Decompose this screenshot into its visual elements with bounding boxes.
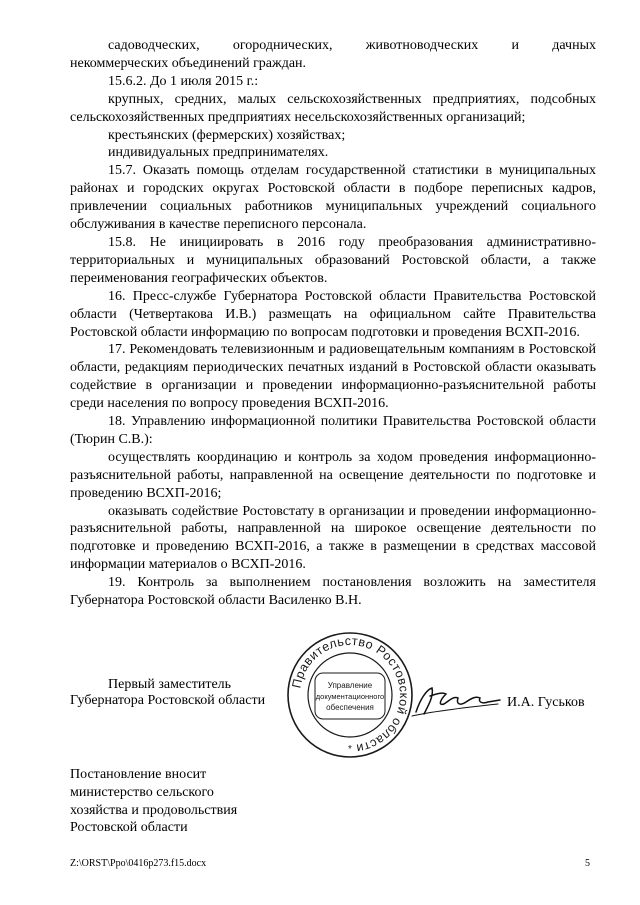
signatory-name: И.А. Гуськов xyxy=(507,695,585,710)
paragraph: индивидуальных предпринимателях. xyxy=(108,145,329,161)
paragraph: крестьянских (фермерских) хозяйствах; xyxy=(108,127,346,143)
official-seal xyxy=(285,630,415,760)
issuer-line: министерство сельского xyxy=(70,784,214,800)
issuer-line: хозяйства и продовольствия xyxy=(70,802,238,818)
signatory-title xyxy=(70,677,265,709)
paragraph: 17. Рекомендовать телевизионным и радиовещательным компаниям в Ростовской области, редакциям периодических печатных изданий в Ростовской области оказывать содействие в организации и проведении информационно-разъяснительной работы среди населения по вопросу проведения ВСХП-2016. xyxy=(70,342,596,412)
body-text xyxy=(70,37,596,610)
paragraph: 15.6.2. До 1 июля 2015 г.: xyxy=(108,73,259,89)
issuer-line: Постановление вносит xyxy=(70,767,207,782)
paragraph: 19. Контроль за выполнением постановления возложить на заместителя Губернатора Ростовской области Василенко В.Н. xyxy=(70,575,596,609)
issuer-line: Ростовской области xyxy=(70,820,188,836)
paragraph: 18. Управлению информационной политики Правительства Ростовской области (Тюрин С.В.): xyxy=(70,414,596,447)
file-path: Z:\ORST\Ppo\0416p273.f15.docx xyxy=(70,858,207,869)
paragraph: некоммерческих объединений граждан. xyxy=(70,55,307,71)
paragraph: садоводческих, огороднических, животноводческих и дачных xyxy=(108,38,596,53)
handwritten-signature xyxy=(410,682,502,722)
page-number: 5 xyxy=(585,858,590,869)
paragraph: крупных, средних, малых сельскохозяйственных предприятиях, подсобных сельскохозяйственных предприятиях несельскохозяйственных организаций; xyxy=(70,91,596,125)
paragraph: 15.7. Оказать помощь отделам государственной статистики в муниципальных районах и городских округах Ростовской области в подборе переписных кадров, привлечении социальных работников муниципальных учреждений социального обслуживания в качестве переписного персонала. xyxy=(70,163,596,233)
paragraph: осуществлять координацию и контроль за ходом проведения информационно-разъяснительной работы, направленной на освещение деятельности по подготовке и проведению ВСХП-2016; xyxy=(70,449,596,501)
paragraph: 15.8. Не инициировать в 2016 году преобразования административно-территориальных и муниципальных образований Ростовской области, а также переименования географических объектов. xyxy=(70,234,596,286)
signatory-title-line: Первый заместитель xyxy=(108,677,232,692)
seal-center-line: обеспечения xyxy=(326,703,374,712)
seal-center-line: Управление xyxy=(327,681,373,690)
seal-ring-text: Правительство Ростовской области xyxy=(289,633,412,756)
paragraph: 16. Пресс-службе Губернатора Ростовской области Правительства Ростовской области (Четвертакова И.В.) размещать на официальном сайте Правительства Ростовской области информацию по вопросам подготовки и проведения ВСХП-2016. xyxy=(70,288,596,340)
seal-center-line: документационного xyxy=(315,692,385,701)
signatory-title-line: Губернатора Ростовской области xyxy=(70,693,266,708)
issuer-block xyxy=(70,766,237,837)
paragraph: оказывать содействие Ростовстату в организации и проведении информационно-разъяснительной работы, направленной на широкое освещение деятельности по подготовке и проведению ВСХП-2016, а также в размещении в средствах массовой информации материалов о ВСХП-2016. xyxy=(70,503,596,573)
seal-star-icon: * xyxy=(348,744,352,755)
